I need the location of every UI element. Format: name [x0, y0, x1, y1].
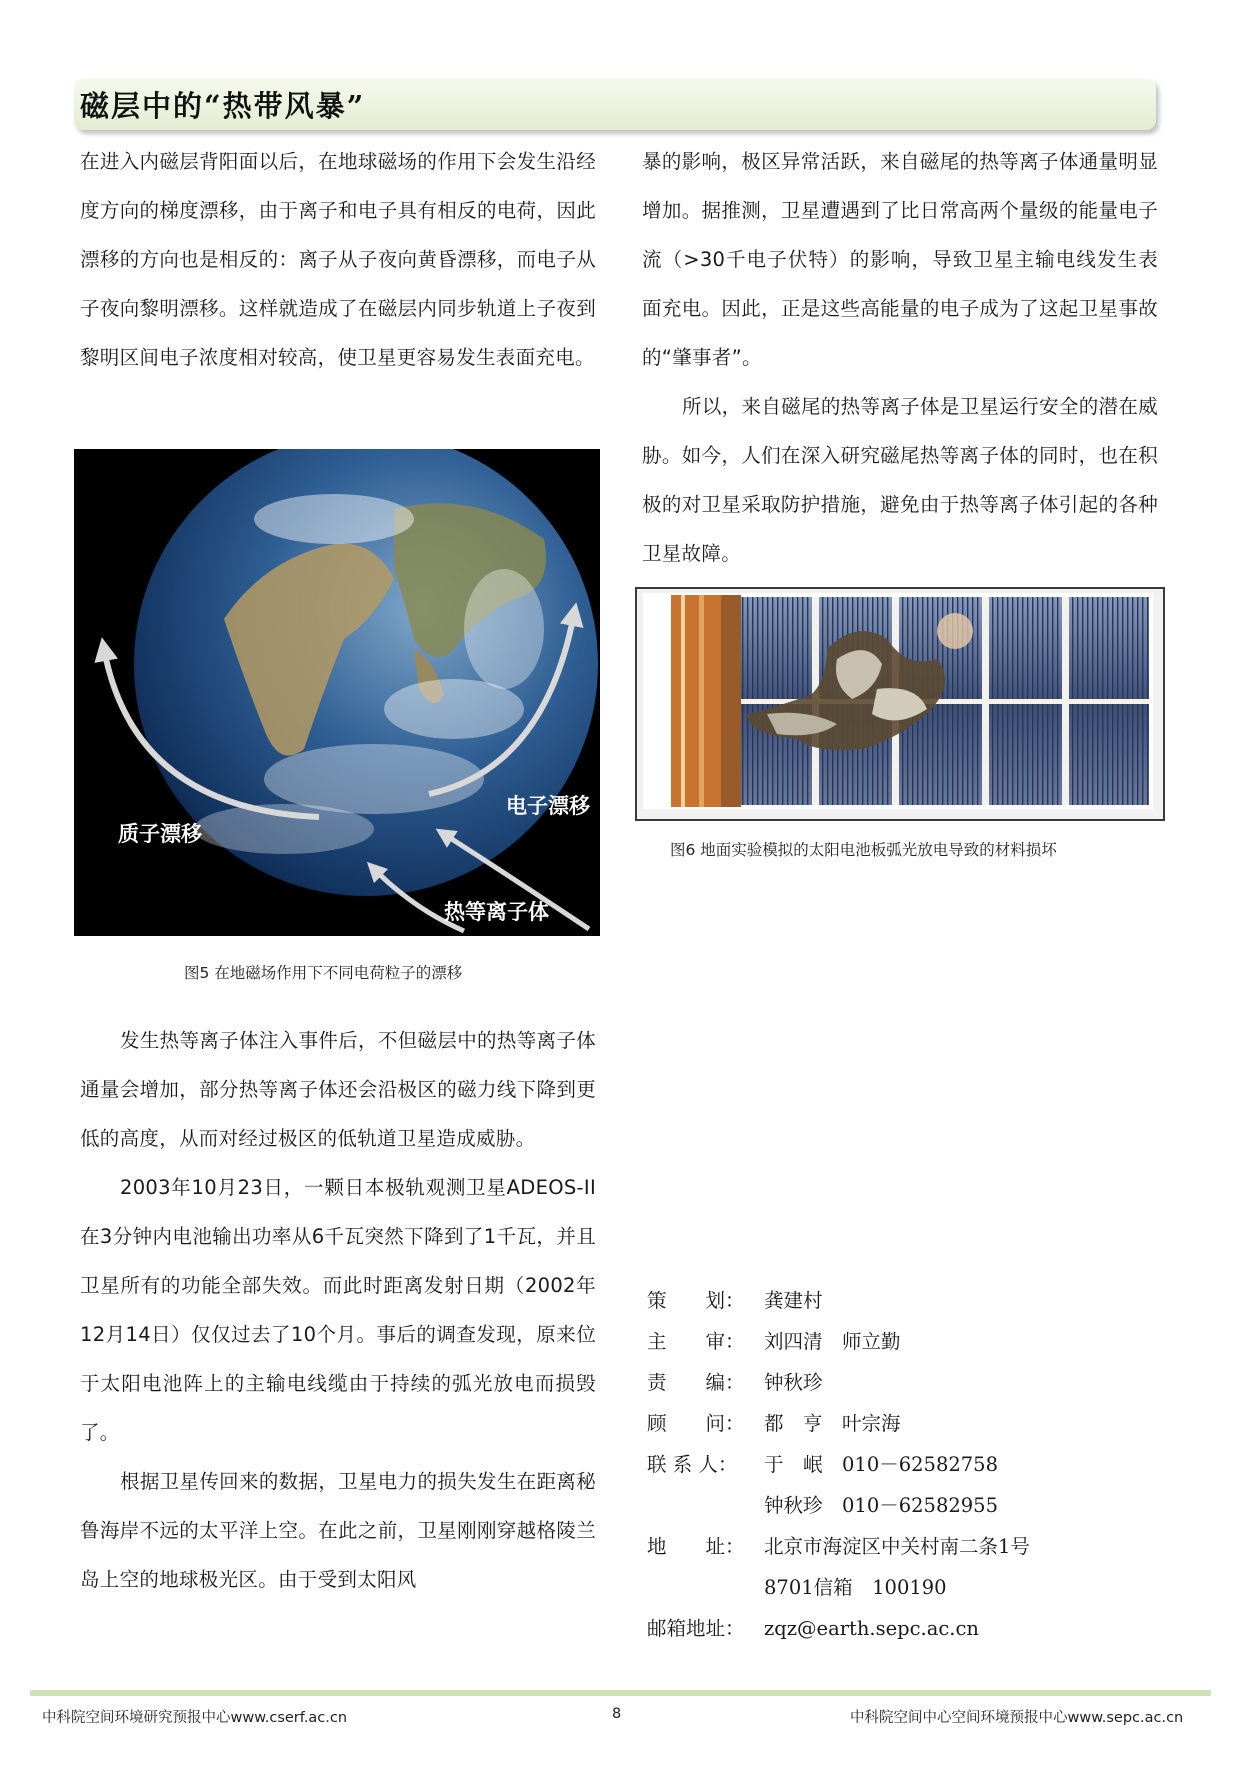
footer-right[interactable]: 中科院空间中心空间环境预报中心www.sepc.ac.cn [850, 1710, 1184, 1726]
credits-block [647, 1280, 1167, 1649]
credit-value: 钟秋珍 010－62582955 [764, 1494, 998, 1517]
label-hot-plasma: 热等离子体 [444, 900, 549, 924]
footer-left[interactable]: 中科院空间环境研究预报中心www.cserf.ac.cn [42, 1710, 348, 1726]
credit-label: 责 编： [647, 1371, 745, 1394]
credit-value: 钟秋珍 [764, 1371, 823, 1394]
credit-label: 地 址： [647, 1535, 745, 1558]
paragraph: 在进入内磁层背阳面以后，在地球磁场的作用下会发生沿经度方向的梯度漂移，由于离子和电子具有相反的电荷，因此漂移的方向也是相反的：离子从子夜向黄昏漂移，而电子从子夜向黎明漂移。这样就造成了在磁层内同步轨道上子夜到黎明区间电子浓度相对较高，使卫星更容易发生表面充电。 [80, 150, 596, 369]
figure5-caption: 图5 在地磁场作用下不同电荷粒子的漂移 [184, 964, 463, 982]
credit-label [647, 1485, 764, 1526]
credit-value: 龚建村 [764, 1289, 823, 1312]
credit-value: 都 亨 叶宗海 [764, 1412, 901, 1435]
credit-label: 联 系 人： [647, 1453, 738, 1476]
figure-solar-panel [635, 587, 1165, 821]
credit-label: 主 审： [647, 1330, 745, 1353]
credit-value: 刘四清 师立勤 [764, 1330, 901, 1353]
earth-illustration [74, 449, 600, 936]
credit-row [647, 1485, 1167, 1526]
credit-row [647, 1280, 1167, 1321]
credit-row [647, 1567, 1167, 1608]
title-bar [74, 78, 1156, 130]
credit-label [647, 1567, 764, 1608]
label-electron-drift: 电子漂移 [506, 794, 590, 818]
paragraph: 暴的影响，极区异常活跃，来自磁尾的热等离子体通量明显增加。据推测，卫星遭遇到了比日常高两个量级的能量电子流（>30千电子伏特）的影响，导致卫星主输电线发生表面充电。因此，正是这些高能量的电子成为了这起卫星事故的“肇事者”。 [642, 150, 1158, 369]
footer-divider [30, 1690, 1211, 1696]
credit-label: 策 划： [647, 1289, 745, 1312]
credit-row [647, 1403, 1167, 1444]
credit-row [647, 1362, 1167, 1403]
credit-value: 北京市海淀区中关村南二条1号 [764, 1535, 1030, 1558]
page-number: 8 [612, 1706, 622, 1722]
solar-panel-damage-photo [637, 589, 1163, 819]
paragraph: 2003年10月23日，一颗日本极轨观测卫星ADEOS-II在3分钟内电池输出功率从6千瓦突然下降到了1千瓦，并且卫星所有的功能全部失效。而此时距离发射日期（2002年12月14日）仅仅过去了10个月。事后的调查发现，原来位于太阳电池阵上的主输电线缆由于持续的弧光放电而损毁了。 [80, 1176, 596, 1444]
credit-value: 于 岷 010－62582758 [764, 1453, 998, 1476]
credit-value: 8701信箱 100190 [764, 1576, 947, 1599]
left-column-bottom [80, 1016, 596, 1604]
left-column-top [80, 137, 596, 382]
credit-row [647, 1444, 1167, 1485]
paragraph: 所以，来自磁尾的热等离子体是卫星运行安全的潜在威胁。如今，人们在深入研究磁尾热等离子体的同时，也在积极的对卫星采取防护措施，避免由于热等离子体引起的各种卫星故障。 [642, 395, 1158, 565]
page-title: 磁层中的“热带风暴” [80, 89, 366, 123]
credit-row [647, 1608, 1167, 1649]
credit-label: 顾 问： [647, 1412, 745, 1435]
credit-row [647, 1526, 1167, 1567]
paragraph: 根据卫星传回来的数据，卫星电力的损失发生在距离秘鲁海岸不远的太平洋上空。在此之前，卫星刚刚穿越格陵兰岛上空的地球极光区。由于受到太阳风 [80, 1470, 596, 1591]
right-column [642, 137, 1158, 578]
email-link[interactable]: zqz@earth.sepc.ac.cn [764, 1617, 979, 1640]
paragraph: 发生热等离子体注入事件后，不但磁层中的热等离子体通量会增加，部分热等离子体还会沿极区的磁力线下降到更低的高度，从而对经过极区的低轨道卫星造成威胁。 [80, 1029, 596, 1150]
label-proton-drift: 质子漂移 [118, 822, 202, 846]
credit-row [647, 1321, 1167, 1362]
figure6-caption: 图6 地面实验模拟的太阳电池板弧光放电导致的材料损坏 [670, 841, 1057, 859]
credit-label: 邮箱地址： [647, 1617, 745, 1640]
figure-earth-drift [74, 449, 600, 936]
